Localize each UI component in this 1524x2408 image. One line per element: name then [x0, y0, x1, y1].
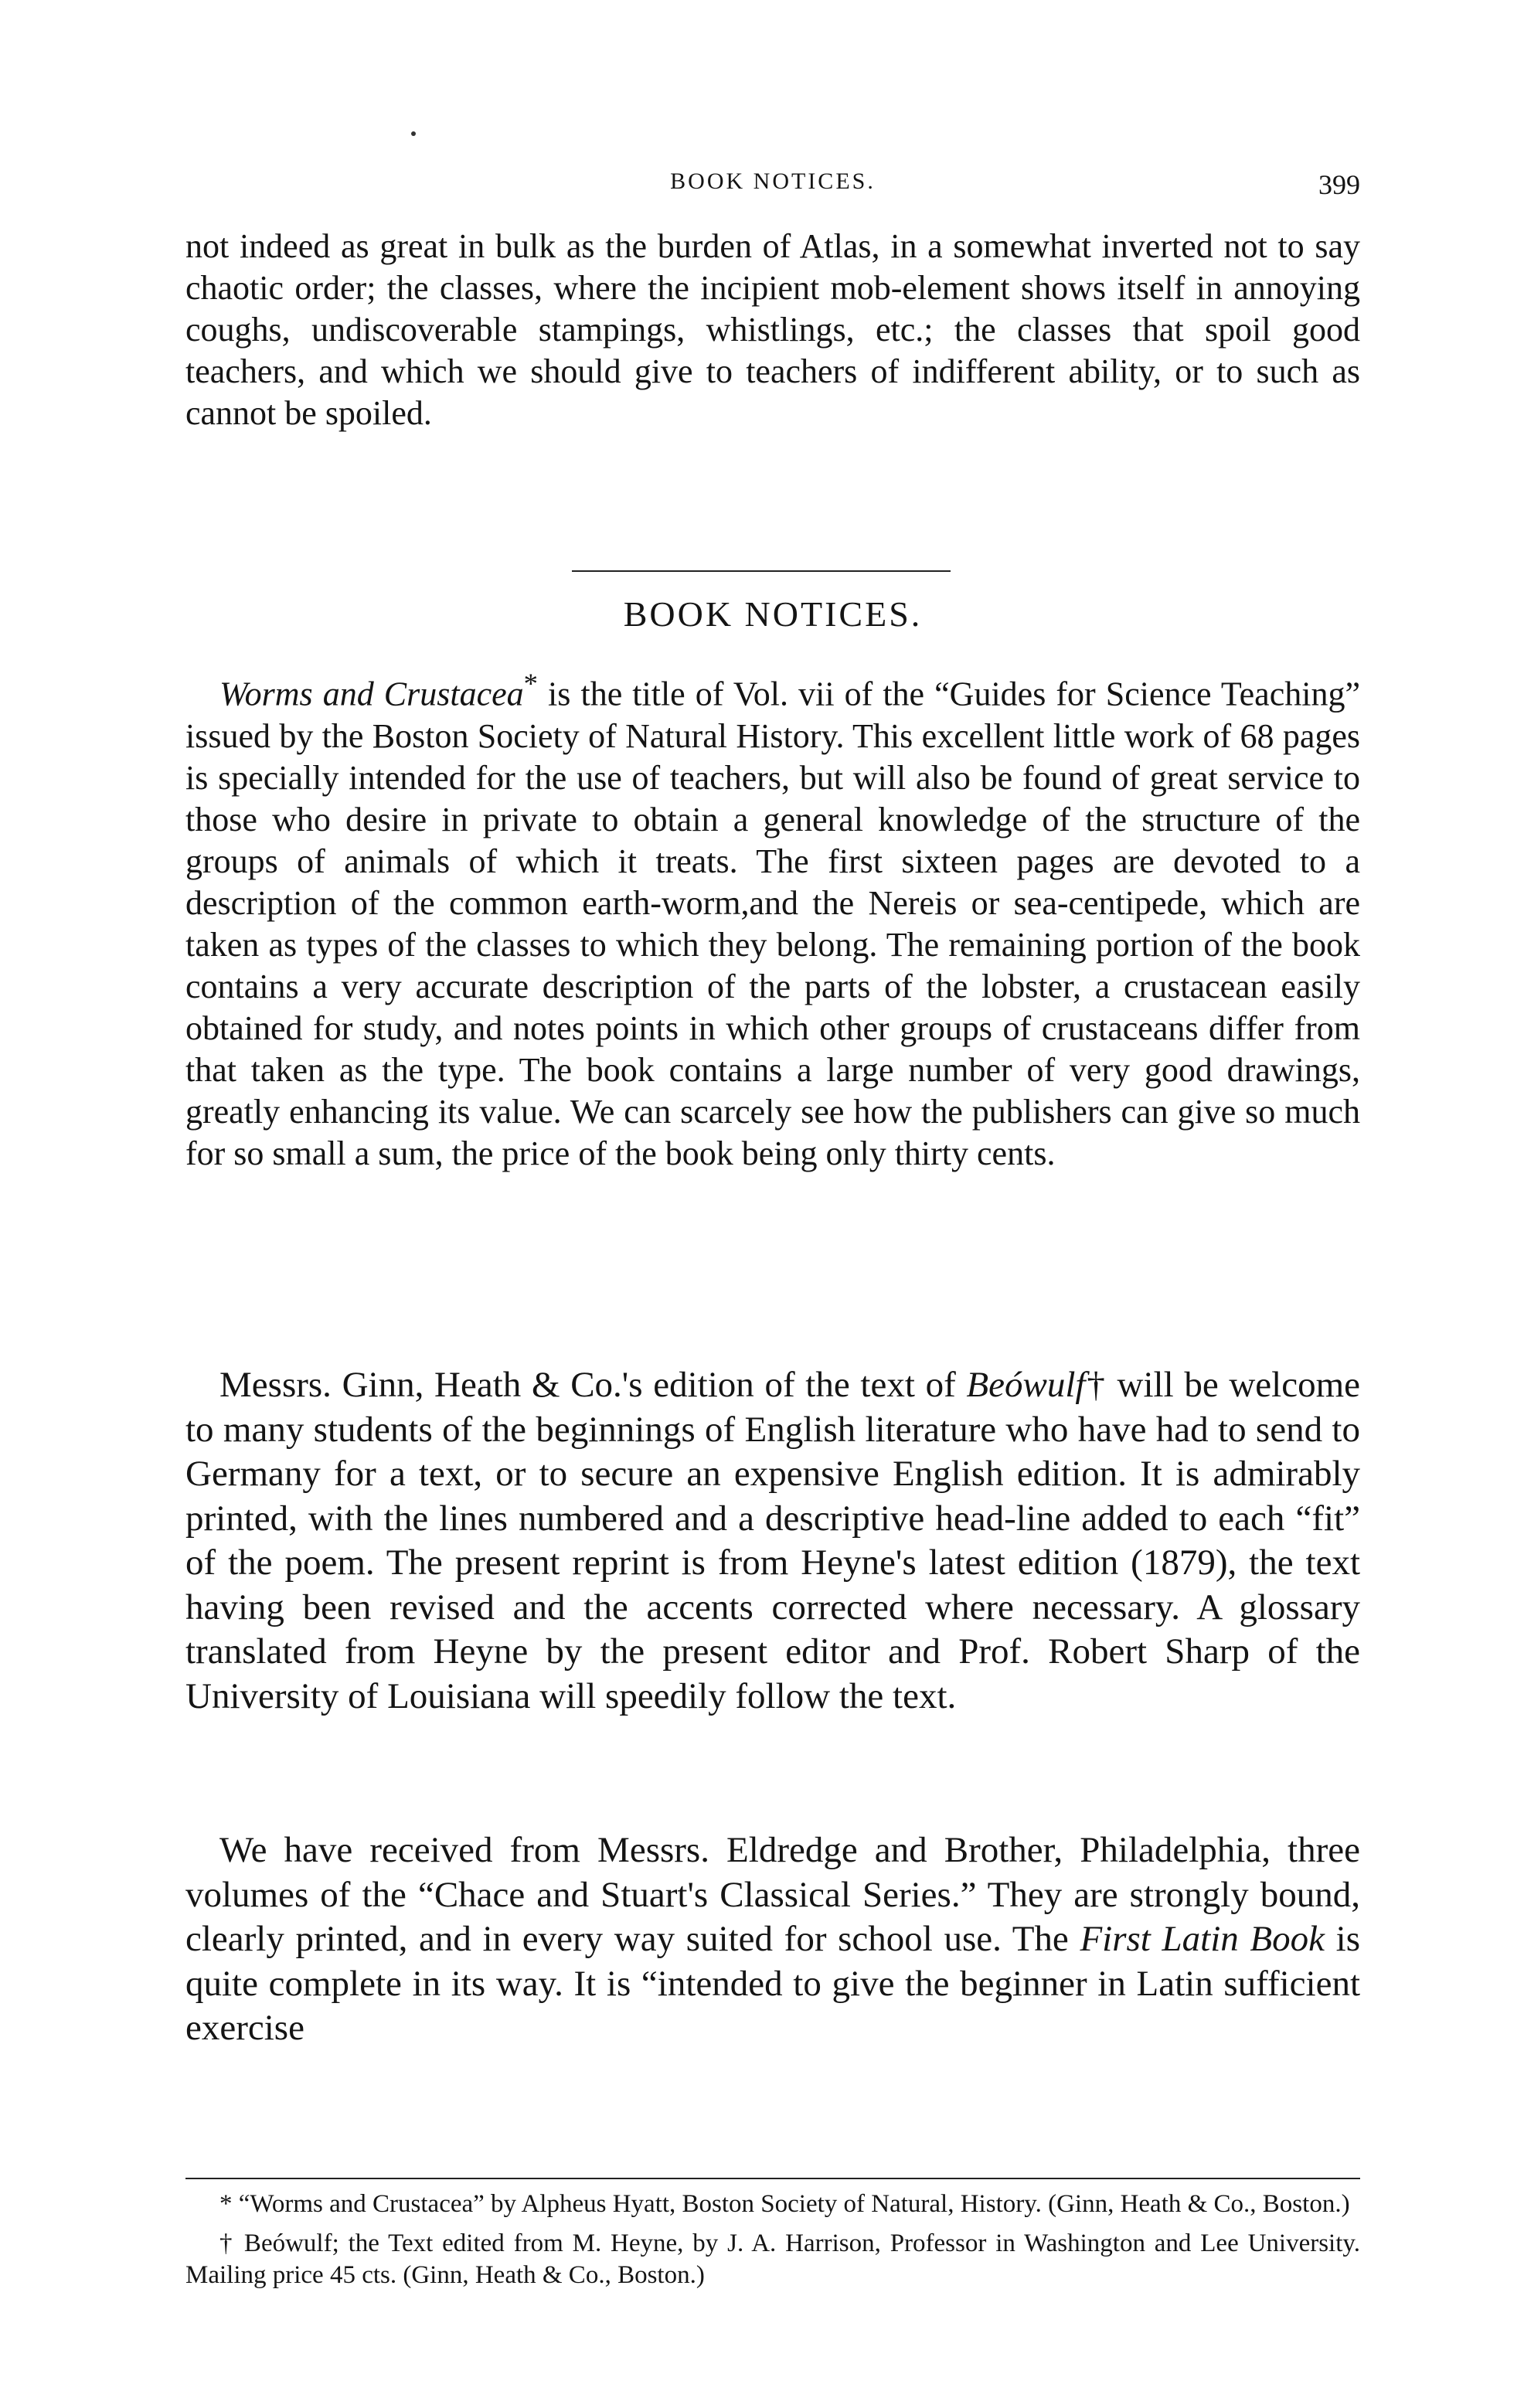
notice-chace-lead: We have received from Messrs. Eldredge and Brother, Philadelphia, three volumes of the “Chace and Stuart's Classical Series.” They are strongly bound, clearly printed, and in every way suited for school use. The [185, 1830, 1360, 1959]
notice-worms-title: Worms and Crustacea [219, 675, 524, 713]
notice-beowulf-text: will be welcome to many students of the beginnings of English literature who have had to send to Germany for a text, or to secure an expensive English edition. It is admirably printed, with the lines numbered and a descriptive head-line added to each “fit” of the poem. The present reprint is from Heyne's latest edition (1879), the text having been revised and the accents corrected where necessary. A glossary translated from Heyne by the present editor and Prof. Robert Sharp of the University of Louisiana will speedily follow the text. [185, 1365, 1361, 1716]
notice-beowulf-paragraph [185, 1363, 1360, 1719]
print-speck [411, 131, 416, 136]
notice-worms [185, 663, 1360, 1175]
footnote-mark-dagger: † [1085, 1365, 1107, 1405]
footnote-mark-star: * [523, 668, 538, 699]
running-head [185, 168, 1360, 207]
footnote-rule [185, 2178, 1360, 2179]
footnotes [185, 2189, 1360, 2291]
notice-chace-paragraph [185, 1828, 1360, 2051]
continuation-block [185, 226, 1360, 434]
continuation-paragraph: not indeed as great in bulk as the burden of Atlas, in a somewhat inverted not to say chaotic order; the classes, where the incipient mob-element shows itself in annoying coughs, undiscoverable stampings, whistlings, etc.; the classes that spoil good teachers, and which we should give to teachers of indifferent ability, or to such as cannot be spoiled. [185, 227, 1360, 432]
section-heading: BOOK NOTICES. [623, 594, 923, 634]
footnote-worms: * “Worms and Crustacea” by Alpheus Hyatt, Boston Society of Natural, History. (Ginn, Heath & Co., Boston.) [219, 2190, 1350, 2218]
section-rule [572, 570, 951, 572]
notice-chace-text: is quite complete in its way. It is “intended to give the beginner in Latin sufficient exercise [185, 1919, 1360, 2048]
footnote-beowulf: † Beówulf; the Text edited from M. Heyne, by J. A. Harrison, Professor in Washington and Lee University. Mailing price 45 cts. (Ginn, Heath & Co., Boston.) [185, 2229, 1360, 2289]
notice-beowulf-lead: Messrs. Ginn, Heath & Co.'s edition of the text of [219, 1365, 967, 1405]
notice-chace-stuart [185, 1828, 1360, 2051]
notice-worms-text: is the title of Vol. vii of the “Guides for Science Teaching” issued by the Boston Society of Natural History. This excellent little work of 68 pages is specially intended for the use of teachers, but will also be found of great service to those who desire in private to obtain a general knowledge of the structure of the groups of animals of which it treats. The first sixteen pages are devoted to a description of the common earth-worm,and the Nereis or sea-centipede, which are taken as types of the classes to which they belong. The remaining portion of the book contains a very accurate description of the parts of the lobster, a crustacean easily obtained for study, and notes points in which other groups of crustaceans differ from that taken as the type. The book contains a large number of very good drawings, greatly enhancing its value. We can scarcely see how the publishers can give so much for so small a sum, the price of the book being only thirty cents. [185, 675, 1360, 1172]
notice-beowulf [185, 1363, 1360, 1719]
running-title: BOOK NOTICES. [670, 168, 876, 194]
notice-beowulf-title: Beówulf [966, 1365, 1086, 1405]
page-number: 399 [1318, 169, 1360, 200]
notice-chace-title: First Latin Book [1080, 1919, 1325, 1959]
notice-worms-paragraph [185, 663, 1360, 1175]
